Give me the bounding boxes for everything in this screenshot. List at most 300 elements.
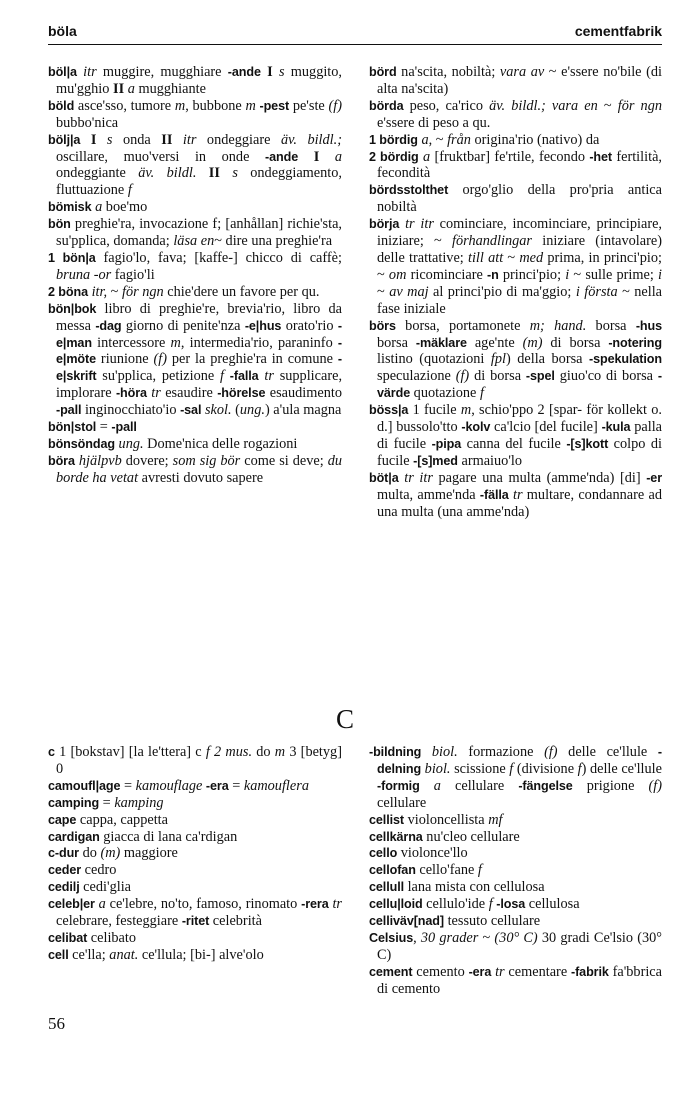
grammar-label: till att xyxy=(467,249,504,266)
dictionary-entry xyxy=(369,64,662,98)
column-bottom-right xyxy=(369,744,662,998)
grammar-label: vara av xyxy=(499,64,545,80)
definition-text: libro di preghie're, brevia'rio, libro da messa xyxy=(56,300,342,334)
definition-text xyxy=(420,778,434,794)
definition-text: Dome'nica delle rogazioni xyxy=(143,435,298,452)
derived-headword: -e|skrift xyxy=(56,352,342,384)
definition-text xyxy=(220,165,232,181)
grammar-label: (f) xyxy=(648,777,663,794)
grammar-label: f xyxy=(477,862,482,879)
dictionary-entry xyxy=(369,913,662,930)
definition-text: formazione xyxy=(457,744,545,760)
dictionary-entry xyxy=(369,812,662,829)
grammar-label: bruna -or xyxy=(56,266,112,283)
derived-headword: -pall xyxy=(56,403,82,418)
derived-headword: -spel xyxy=(525,369,555,384)
definition-text: = xyxy=(120,777,136,794)
derived-headword: -hörelse xyxy=(217,386,266,401)
definition-text: orgo'glio della pro'pria antica nobiltà xyxy=(377,182,662,216)
definition-text: onda xyxy=(112,131,162,148)
definition-text: pagare una multa (amme'nda) [di] xyxy=(432,469,647,486)
definition-text: = xyxy=(99,794,115,811)
grammar-label: a xyxy=(421,131,429,148)
definition-text: chie'dere un favore per qu. xyxy=(163,283,320,300)
headword: cellkärna xyxy=(369,829,423,844)
dictionary-entry xyxy=(48,862,342,879)
dictionary-entry xyxy=(48,778,342,795)
definition-text: muggire, mugghiare xyxy=(96,64,228,80)
dictionary-entry xyxy=(48,829,342,846)
derived-headword: -höra xyxy=(115,386,147,401)
definition-text: = xyxy=(96,419,112,436)
definition-text: multa, amme'nda xyxy=(377,486,480,503)
grammar-label: kamping xyxy=(114,794,164,811)
dictionary-entry xyxy=(369,98,662,132)
grammar-label: m xyxy=(274,744,286,760)
grammar-label: m xyxy=(245,97,256,114)
headword: c-dur xyxy=(48,846,79,861)
definition-text: come si deve; xyxy=(240,452,328,469)
definition-text: , xyxy=(413,929,421,946)
dictionary-entry xyxy=(369,402,662,470)
definition-text: cementare xyxy=(504,963,571,980)
grammar-label: för ngn xyxy=(617,97,662,114)
definition-text: age'nte xyxy=(466,334,523,351)
sense-numeral: I xyxy=(313,148,320,165)
definition-text: fa'bbrica di cemento xyxy=(377,963,662,997)
dictionary-entry xyxy=(48,812,342,829)
sense-numeral: II xyxy=(161,131,173,148)
derived-headword: -pall xyxy=(111,420,137,435)
grammar-label: a xyxy=(433,777,441,794)
sense-numeral: I xyxy=(267,64,273,80)
dictionary-entry xyxy=(369,879,662,896)
grammar-label: s xyxy=(278,64,285,80)
sense-numeral: II xyxy=(208,165,220,182)
grammar-label: tr xyxy=(332,896,342,913)
definition-text: ondeggiare xyxy=(196,131,281,148)
header-left-guideword: böla xyxy=(48,23,77,39)
grammar-label: a xyxy=(422,148,431,165)
grammar-label: a xyxy=(334,148,342,165)
definition-text: mugghiante xyxy=(134,80,206,97)
definition-text: palla di fucile xyxy=(377,419,663,452)
grammar-label: anat. xyxy=(109,946,139,963)
definition-text xyxy=(196,165,208,181)
definition-text: cellulosa xyxy=(525,896,580,913)
derived-headword: -falla xyxy=(229,369,259,384)
grammar-label: 2 mus. xyxy=(214,744,253,760)
definition-text: cemento xyxy=(412,963,469,980)
grammar-label: a xyxy=(127,80,135,97)
definition-text: cappa, cappetta xyxy=(76,811,168,828)
definition-text: borsa, portamonete xyxy=(395,317,530,334)
definition-text: ~ xyxy=(597,97,618,114)
definition-text: violoncellista xyxy=(404,811,489,828)
dictionary-entry xyxy=(48,436,342,453)
grammar-label: från xyxy=(447,131,471,148)
definition-text: cellulo'ide xyxy=(422,896,489,913)
dictionary-entry xyxy=(48,216,342,250)
dictionary-entry xyxy=(48,64,342,98)
definition-text: cominciare, incominciare, principiare, iniziare; ~ xyxy=(377,216,663,250)
definition-text: , ~ xyxy=(428,131,448,148)
definition-text xyxy=(80,132,91,148)
definition-text: oscillare, muo'versi in onde xyxy=(56,148,266,165)
definition-text: = xyxy=(228,777,244,794)
definition-text: canna del fucile xyxy=(461,435,567,452)
headword: bön|stol xyxy=(48,420,97,435)
dictionary-entry xyxy=(48,199,342,216)
grammar-label: läsa en xyxy=(173,233,215,250)
definition-text: pe'ste xyxy=(289,97,329,114)
headword: bördsstolthet xyxy=(369,183,449,198)
definition-text: maggiore xyxy=(120,845,178,862)
derived-headword: -[s]med xyxy=(413,453,458,468)
definition-text: ~ xyxy=(377,283,390,300)
grammar-label: hjälpvb xyxy=(78,452,122,469)
definition-text: su'pplica, petizione xyxy=(96,368,221,385)
grammar-label: ung. xyxy=(118,435,144,452)
grammar-label: biol. xyxy=(431,744,458,760)
headword: -bildning xyxy=(369,745,422,759)
grammar-label: itr xyxy=(83,64,97,80)
definition-text: ~ e'ssere no'bile (di alta na'scita) xyxy=(377,64,662,97)
grammar-label: kamouflera xyxy=(243,777,309,794)
derived-headword: -ande xyxy=(265,149,299,164)
grammar-label: som sig bör xyxy=(172,452,241,469)
dictionary-entry xyxy=(369,216,662,317)
definition-text: prima, in princi'pio; ~ xyxy=(377,249,663,283)
derived-headword: -er xyxy=(646,470,663,485)
definition-text: di borsa xyxy=(542,334,609,351)
grammar-label: tr xyxy=(264,368,274,385)
definition-text: ~ sulle prime; xyxy=(569,266,659,283)
dictionary-entry xyxy=(369,829,662,846)
derived-headword: -het xyxy=(589,149,613,164)
derived-headword: -fälla xyxy=(479,487,509,502)
headword: celeb|er xyxy=(48,897,95,912)
grammar-label: för ngn xyxy=(121,283,164,300)
grammar-label: itr, xyxy=(91,283,108,300)
grammar-label: äv. bildl.; vara en xyxy=(489,97,598,114)
definition-text: scissione xyxy=(450,760,510,777)
headword: cell xyxy=(48,947,69,962)
definition-text: fagio'lo, fava; [kaffe-] chicco di caffè; xyxy=(95,249,342,266)
dictionary-entry xyxy=(369,132,662,149)
headword: böss|a xyxy=(369,403,409,418)
definition-text: speculazione xyxy=(377,368,456,385)
definition-text: riunione xyxy=(96,351,154,368)
definition-text: ca'lcio [del fucile] xyxy=(490,419,602,436)
headword: börd xyxy=(369,65,397,79)
grammar-label: i första xyxy=(575,283,618,300)
definition-text: ce'lebre, no'to, famoso, rinomato xyxy=(105,896,302,913)
definition-text xyxy=(172,132,183,148)
grammar-label: (f) xyxy=(544,744,558,760)
definition-text: orato'rio xyxy=(281,317,338,334)
dictionary-entry xyxy=(48,453,342,487)
grammar-label: f xyxy=(577,760,582,777)
definition-text: e'ssere di peso a qu. xyxy=(377,114,491,131)
headword: cellofan xyxy=(369,863,416,878)
definition-text: di borsa xyxy=(469,368,526,385)
definition-text: listino (quotazioni xyxy=(377,351,491,368)
grammar-label: f xyxy=(220,368,225,385)
definition-text: borsa xyxy=(377,334,416,351)
grammar-label: m; hand. xyxy=(529,317,587,334)
definition-text: (divisione xyxy=(513,760,578,777)
dictionary-entry xyxy=(369,930,662,964)
column-bottom-left xyxy=(48,744,342,964)
grammar-label: skol. xyxy=(204,402,232,419)
dictionary-entry xyxy=(369,964,662,998)
definition-text: delle ce'llule xyxy=(557,744,658,760)
headword: cellist xyxy=(369,812,405,827)
dictionary-entry xyxy=(48,132,342,200)
dictionary-entry xyxy=(369,182,662,216)
definition-text: ~ xyxy=(107,283,122,300)
dictionary-entry xyxy=(369,862,662,879)
headword: celliväv[nad] xyxy=(369,914,444,929)
headword: camping xyxy=(48,795,100,810)
definition-text: [fruktbar] fe'rtile, fecondo xyxy=(430,148,590,165)
definition-text: al princi'pio di ma'ggio; xyxy=(428,283,576,300)
dictionary-entry xyxy=(48,845,342,862)
dictionary-entry xyxy=(48,250,342,284)
definition-text: , schio'ppo 2 [spar- för kollekt o. d.] bussolo'tto xyxy=(377,402,662,436)
definition-text: ) a'ula magna xyxy=(264,402,342,419)
derived-headword: -ande xyxy=(227,65,261,79)
page-number: 56 xyxy=(48,1014,65,1033)
definition-text: , intermedia'rio, paraninfo xyxy=(180,334,338,351)
definition-text: dovere; xyxy=(121,452,173,469)
definition-text: ~ xyxy=(503,249,520,266)
grammar-label: m xyxy=(174,97,186,114)
definition-text: per la preghie'ra in comune xyxy=(166,351,338,368)
derived-headword: -losa xyxy=(496,897,526,912)
definition-text: inginocchiato'io xyxy=(81,402,181,419)
definition-text xyxy=(298,149,314,165)
definition-text: intercessore xyxy=(91,334,171,351)
headword: celibat xyxy=(48,930,88,945)
definition-text: ce'llula; [bi-] alve'olo xyxy=(138,946,264,963)
definition-text: tessuto cellulare xyxy=(444,913,541,930)
headword: cape xyxy=(48,812,77,827)
headword: 1 bördig xyxy=(369,132,418,147)
grammar-label: tr itr xyxy=(405,216,434,233)
derived-headword: -notering xyxy=(608,335,662,350)
definition-text: celibato xyxy=(87,929,137,946)
headword: 2 bördig xyxy=(369,149,419,164)
definition-text: ) delle ce'llule xyxy=(581,760,662,777)
dictionary-entry xyxy=(48,419,342,436)
derived-headword: -[s]kott xyxy=(566,436,609,451)
definition-text: na'scita, nobiltà; xyxy=(396,64,500,80)
definition-text: cedro xyxy=(81,862,117,879)
headword: ceder xyxy=(48,863,82,878)
definition-text: do xyxy=(252,744,275,760)
definition-text: peso, ca'rico xyxy=(403,97,490,114)
definition-text: cellulare xyxy=(440,777,519,794)
definition-text: fagio'li xyxy=(111,266,155,283)
derived-headword: -pest xyxy=(259,98,290,113)
dictionary-entry xyxy=(48,744,342,778)
definition-text: 1 [bokstav] [la le'ttera] c xyxy=(54,744,206,760)
dictionary-entry xyxy=(48,795,342,812)
dictionary-entry xyxy=(48,896,342,930)
definition-text: , bubbone xyxy=(185,97,246,114)
definition-text: lana mista con cellulosa xyxy=(404,879,545,896)
grammar-label: i xyxy=(658,266,662,283)
dictionary-entry xyxy=(48,301,342,419)
derived-headword: -mäklare xyxy=(415,335,467,350)
grammar-label: m xyxy=(170,334,181,351)
grammar-label: förhandlingar xyxy=(452,233,532,250)
derived-headword: -rera xyxy=(301,897,329,912)
headword: cedilj xyxy=(48,880,80,895)
dictionary-entry xyxy=(369,318,662,403)
definition-text: ~ nella fase iniziale xyxy=(377,283,663,317)
headword: cement xyxy=(369,964,413,979)
definition-text: multare, condannare ad una multa (una amme'nda) xyxy=(377,486,663,520)
grammar-label: itr xyxy=(182,131,197,148)
definition-text: boe'mo xyxy=(102,199,148,216)
grammar-label: du borde ha vetat xyxy=(56,452,342,486)
headword: bömisk xyxy=(48,200,92,215)
definition-text: nu'cleo cellulare xyxy=(422,828,520,845)
grammar-label: tr xyxy=(512,486,523,503)
definition-text: preghie'ra, invocazione f; [anhållan] richie'sta, su'pplica, domanda; xyxy=(56,216,342,250)
grammar-label: f xyxy=(205,744,210,760)
derived-headword: -formig xyxy=(377,778,420,793)
grammar-label: (f) xyxy=(328,97,342,114)
sense-numeral: I xyxy=(90,131,97,148)
dictionary-entry xyxy=(48,98,342,132)
definition-text: origina'rio (nativo) da xyxy=(470,131,600,148)
headword: c xyxy=(48,745,55,759)
running-header xyxy=(48,22,662,45)
dictionary-entry xyxy=(369,470,662,521)
derived-headword: -sal xyxy=(180,403,202,418)
headword: bönsöndag xyxy=(48,436,115,451)
grammar-label: (f) xyxy=(455,368,470,385)
derived-headword: -e|man xyxy=(56,318,343,350)
definition-text: supplicare, implorare xyxy=(56,368,343,402)
header-right-guideword: cementfabrik xyxy=(574,23,662,39)
derived-headword: -ritet xyxy=(181,914,210,929)
definition-text: armaiuo'lo xyxy=(457,452,523,469)
grammar-label: med xyxy=(519,249,544,266)
derived-headword: -era xyxy=(205,778,229,793)
grammar-label: f xyxy=(479,385,484,402)
definition-text xyxy=(421,744,432,760)
definition-text: ~ xyxy=(478,929,495,946)
headword: Celsius xyxy=(369,930,414,945)
definition-text: asce'sso, tumore xyxy=(74,97,175,114)
dictionary-entry xyxy=(48,930,342,947)
definition-text: cedi'glia xyxy=(79,879,132,896)
grammar-label: tr itr xyxy=(404,469,433,486)
definition-text: ondeggiamento, fluttuazione xyxy=(56,165,342,199)
definition-text: quotazione xyxy=(410,385,480,402)
definition-text: cello'fane xyxy=(415,862,478,879)
definition-text xyxy=(319,149,335,165)
definition-text: fertilità, fecondità xyxy=(377,148,662,182)
dictionary-entry xyxy=(369,845,662,862)
definition-text xyxy=(96,132,107,148)
definition-text: esaudire xyxy=(160,385,218,402)
grammar-label: tr xyxy=(151,385,161,402)
grammar-label: kamouflage xyxy=(135,777,203,794)
derived-headword: -fängelse xyxy=(518,778,573,793)
headword: bön|bok xyxy=(48,301,97,316)
grammar-label: biol. xyxy=(424,760,451,777)
definition-text: ) della borsa xyxy=(505,351,589,368)
derived-headword: -spekulation xyxy=(589,352,662,367)
dictionary-entry xyxy=(369,744,662,812)
headword: börda xyxy=(369,98,404,113)
column-top-left xyxy=(48,64,342,487)
grammar-label: (m) xyxy=(100,845,121,862)
dictionary-entry xyxy=(369,149,662,183)
grammar-label: f xyxy=(127,182,132,199)
definition-text: iniziare (intavolare) delle trattative; xyxy=(377,233,662,266)
derived-headword: -era xyxy=(468,964,492,979)
grammar-label: a xyxy=(95,199,103,216)
headword: 1 bön|a xyxy=(48,250,96,265)
definition-text: 30 gradi Ce'lsio (30° C) xyxy=(377,929,662,963)
definition-text: avresti dovuto sapere xyxy=(138,469,264,486)
derived-headword: -kula xyxy=(601,420,631,435)
sense-numeral: II xyxy=(113,80,125,97)
definition-text: ricominciare xyxy=(406,266,488,283)
headword: böld xyxy=(48,98,75,113)
definition-text: muggito, mu'gghio xyxy=(56,64,343,97)
derived-headword: -hus xyxy=(635,318,662,333)
definition-text: violonce'llo xyxy=(397,845,468,862)
definition-text: borsa xyxy=(586,317,636,334)
grammar-label: f xyxy=(509,760,514,777)
definition-text: ce'lla; xyxy=(68,946,110,963)
dictionary-entry xyxy=(48,947,342,964)
dictionary-entry xyxy=(48,284,342,301)
grammar-label: m xyxy=(460,402,472,419)
definition-text: celebrità xyxy=(209,913,262,930)
definition-text: 1 fucile xyxy=(408,402,461,419)
grammar-label: i xyxy=(565,266,570,283)
derived-headword: -värde xyxy=(377,369,663,401)
column-top-right xyxy=(369,64,662,520)
headword: börs xyxy=(369,318,396,333)
dictionary-entry xyxy=(48,879,342,896)
headword: cellull xyxy=(369,880,404,895)
definition-text: esaudimento xyxy=(265,385,343,402)
grammar-label: tr xyxy=(495,963,505,980)
headword: 2 böna xyxy=(48,284,88,299)
definition-text: cellulare xyxy=(377,794,427,811)
headword: camoufl|age xyxy=(48,778,121,793)
grammar-label: a xyxy=(98,896,106,913)
headword: böra xyxy=(48,453,75,468)
definition-text: ~ dire una preghie'ra xyxy=(214,233,333,250)
derived-headword: -e|möte xyxy=(56,335,342,367)
definition-text: giacca di lana ca'rdigan xyxy=(99,828,238,845)
grammar-label: ung. xyxy=(239,402,265,419)
grammar-label: fpl xyxy=(490,351,506,368)
grammar-label: f xyxy=(488,896,493,913)
derived-headword: -e|hus xyxy=(244,318,282,333)
